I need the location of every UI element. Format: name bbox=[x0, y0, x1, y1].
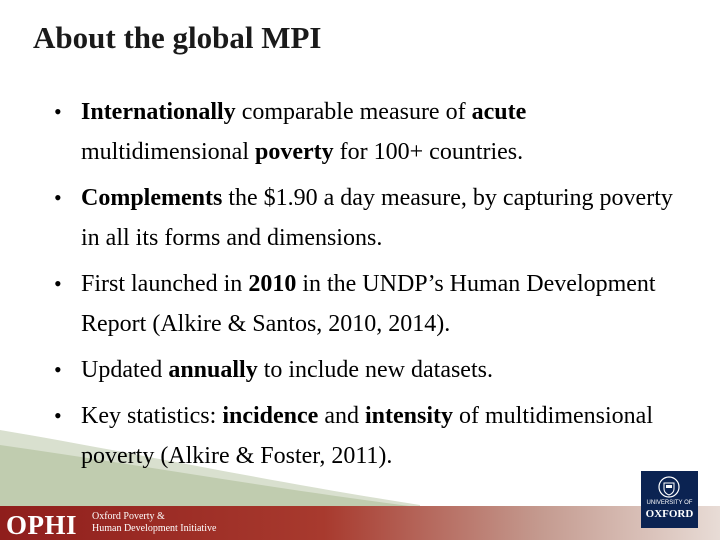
bullet-item bbox=[54, 396, 674, 476]
bullet-emphasis: intensity bbox=[364, 403, 453, 429]
bullet-run: the $1.90 a day measure, by capturing poverty in all its forms and dimensions. bbox=[81, 185, 673, 251]
bullet-dot-icon: • bbox=[54, 403, 62, 428]
oxford-logo bbox=[641, 471, 698, 528]
bullet-text bbox=[81, 185, 673, 251]
bullet-dot-icon: • bbox=[54, 99, 62, 124]
bullet-run: First launched in bbox=[81, 271, 249, 297]
bullet-emphasis: 2010 bbox=[248, 271, 297, 297]
bullet-text bbox=[81, 271, 656, 337]
bullet-dot-icon: • bbox=[54, 185, 62, 210]
bullet-item bbox=[54, 92, 674, 172]
oxford-name: OXFORD bbox=[645, 508, 694, 520]
bullet-emphasis: acute bbox=[471, 99, 527, 125]
bullet-item bbox=[54, 350, 674, 390]
bullet-run: Updated bbox=[81, 357, 169, 383]
bullet-text bbox=[81, 357, 493, 383]
bullet-dot-icon: • bbox=[54, 357, 62, 382]
bullet-item bbox=[54, 264, 674, 344]
bullet-run: for 100+ countries. bbox=[333, 139, 524, 165]
ophi-subtitle-line1: Oxford Poverty & bbox=[92, 511, 165, 522]
bullet-emphasis: annually bbox=[168, 357, 258, 383]
bullet-run: in the UNDP’s Human Development Report (Alkire & Santos, 2010, 2014). bbox=[81, 271, 656, 337]
bullet-list bbox=[54, 92, 674, 482]
ophi-logo: OPHI bbox=[6, 510, 78, 540]
bullet-dot-icon: • bbox=[54, 271, 62, 296]
ophi-subtitle bbox=[92, 511, 216, 535]
bullet-emphasis: Internationally bbox=[81, 99, 236, 125]
oxford-crest-icon bbox=[658, 476, 680, 498]
bullet-run: comparable measure of bbox=[235, 99, 472, 125]
bullet-text bbox=[81, 403, 653, 469]
ophi-subtitle-line2: Human Development Initiative bbox=[92, 523, 217, 534]
bullet-emphasis: Complements bbox=[81, 185, 223, 211]
bullet-run: multidimensional bbox=[81, 139, 255, 165]
bullet-text bbox=[81, 99, 526, 165]
oxford-university-of: UNIVERSITY OF bbox=[646, 500, 693, 506]
bullet-run: of multidimensional poverty (Alkire & Foster, 2011). bbox=[81, 403, 653, 469]
bullet-emphasis: incidence bbox=[222, 403, 319, 429]
bullet-run: to include new datasets. bbox=[257, 357, 493, 383]
bullet-run: Key statistics: bbox=[81, 403, 223, 429]
slide-title: About the global MPI bbox=[33, 20, 322, 55]
bullet-item bbox=[54, 178, 674, 258]
bullet-run: and bbox=[318, 403, 365, 429]
bullet-emphasis: poverty bbox=[255, 139, 334, 165]
